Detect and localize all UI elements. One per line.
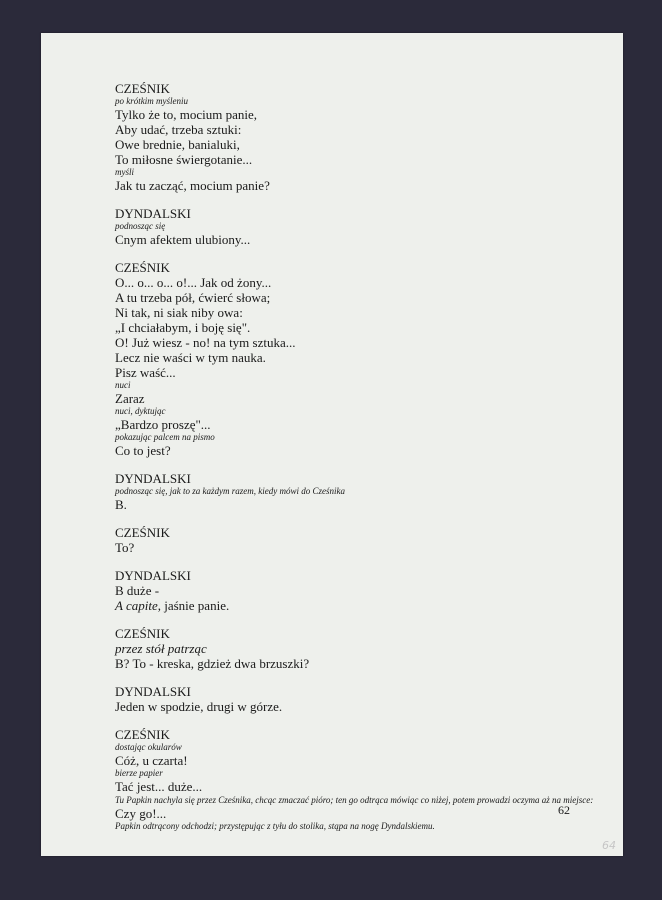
- dialogue-block: [115, 260, 595, 458]
- verse-line: Aby udać, trzeba sztuki:: [115, 122, 242, 137]
- stage-direction: po krótkim myśleniu: [115, 96, 188, 106]
- verse-line: Cóż, u czarta!: [115, 753, 188, 768]
- dialogue-block: [115, 626, 595, 671]
- stage-direction: podnosząc się, jak to za każdym razem, kiedy mówi do Cześnika: [115, 486, 345, 496]
- verse-line: Tać jest... duże...: [115, 779, 203, 794]
- dialogue-block: [115, 727, 595, 832]
- dialogue-block: [115, 206, 595, 247]
- verse-line: Co to jest?: [115, 443, 171, 458]
- document-page: [41, 33, 623, 856]
- verse-line: To?: [115, 540, 135, 555]
- dialogue-block: [115, 684, 595, 714]
- verse-line: Lecz nie waści w tym nauka.: [115, 350, 266, 365]
- stage-direction: przez stół patrząc: [115, 641, 207, 656]
- speaker-name: CZEŚNIK: [115, 81, 170, 96]
- verse-line: Jak tu zacząć, mocium panie?: [115, 178, 270, 193]
- verse-line: Pisz waść...: [115, 365, 176, 380]
- verse-line: O! Już wiesz - no! na tym sztuka...: [115, 335, 296, 350]
- stage-direction: pokazując palcem na pismo: [115, 432, 215, 442]
- speaker-name: CZEŚNIK: [115, 626, 170, 641]
- page-number: 62: [558, 803, 570, 817]
- speaker-name: CZEŚNIK: [115, 525, 170, 540]
- verse-line: Cnym afektem ulubiony...: [115, 232, 251, 247]
- verse-line: Zaraz: [115, 391, 145, 406]
- verse-line: To miłosne świergotanie...: [115, 152, 253, 167]
- verse-line: Czy go!...: [115, 806, 167, 821]
- verse-line: Ni tak, ni siak niby owa:: [115, 305, 243, 320]
- speaker-name: DYNDALSKI: [115, 471, 191, 486]
- dialogue-block: [115, 81, 595, 193]
- stage-direction: nuci: [115, 380, 131, 390]
- speaker-name: DYNDALSKI: [115, 206, 191, 221]
- dialogue-block: [115, 568, 595, 613]
- stage-direction: dostając okularów: [115, 742, 182, 752]
- dialogue-block: [115, 525, 595, 555]
- verse-line: Owe brednie, banialuki,: [115, 137, 240, 152]
- latin-phrase: A capite: [115, 598, 158, 613]
- script-text: [115, 81, 595, 845]
- stage-direction: Papkin odtrącony odchodzi; przystępując z tyłu do stolika, stąpa na nogę Dyndalskiemu.: [115, 821, 435, 831]
- stage-direction: bierze papier: [115, 768, 163, 778]
- verse-text: , jaśnie panie.: [157, 598, 230, 613]
- verse-line: B.: [115, 497, 127, 512]
- dialogue-block: [115, 471, 595, 512]
- verse-line: Tylko że to, mocium panie,: [115, 107, 258, 122]
- verse-line: [115, 598, 595, 613]
- speaker-name: DYNDALSKI: [115, 568, 191, 583]
- speaker-name: CZEŚNIK: [115, 727, 170, 742]
- verse-line: „I chciałabym, i boję się".: [115, 320, 251, 335]
- stage-direction: Tu Papkin nachyla się przez Cześnika, chcąc zmaczać pióro; ten go odtrąca mówiąc co niżej, potem prowadzi oczyma aż na miejsce:: [115, 795, 594, 805]
- stage-direction: podnosząc się: [115, 221, 166, 231]
- stage-direction: nuci, dyktując: [115, 406, 166, 416]
- speaker-name: DYNDALSKI: [115, 684, 191, 699]
- speaker-name: CZEŚNIK: [115, 260, 170, 275]
- verse-line: O... o... o... o!... Jak od żony...: [115, 275, 272, 290]
- verse-line: „Bardzo proszę"...: [115, 417, 211, 432]
- verse-line: Jeden w spodzie, drugi w górze.: [115, 699, 283, 714]
- pencil-annotation: 64: [602, 839, 616, 852]
- verse-line: B? To - kreska, gdzież dwa brzuszki?: [115, 656, 310, 671]
- stage-direction: myśli: [115, 167, 134, 177]
- verse-line: B duże -: [115, 583, 160, 598]
- verse-line: A tu trzeba pół, ćwierć słowa;: [115, 290, 271, 305]
